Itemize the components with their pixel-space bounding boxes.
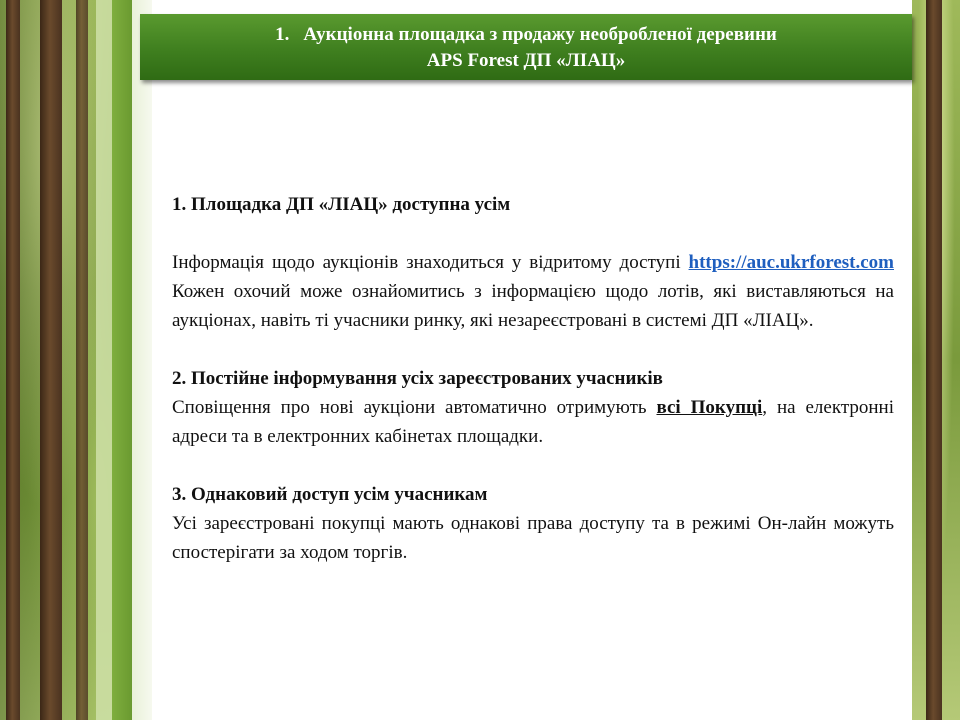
slide-title-banner xyxy=(140,14,912,80)
section-2-emphasis: всі Покупці xyxy=(656,397,763,418)
tree-trunk xyxy=(6,0,20,720)
forest-background-right xyxy=(912,0,960,720)
slide-title-line2: APS Forest ДП «ЛІАЦ» xyxy=(426,50,626,71)
section-1-text xyxy=(172,248,894,335)
section-1-text-before: Інформація щодо аукціонів знаходиться у відритому доступі xyxy=(172,252,689,273)
decor-stripe xyxy=(112,0,132,720)
spacer xyxy=(172,451,894,480)
decor-stripe xyxy=(96,0,112,720)
section-2-text xyxy=(172,393,894,451)
section-3-title: 3. Однаковий доступ усім учасникам xyxy=(172,484,488,505)
section-1-title: 1. Площадка ДП «ЛІАЦ» доступна усім xyxy=(172,194,511,215)
title-number: 1. xyxy=(275,24,290,45)
section-2-title: 2. Постійне інформування усіх зареєстрованих учасників xyxy=(172,368,663,389)
section-2-text-after: , на електронні адреси та в електронних кабінетах площадки. xyxy=(172,397,894,447)
spacer xyxy=(172,335,894,364)
slide-title-line1 xyxy=(140,22,912,48)
tree-trunk xyxy=(926,0,942,720)
section-1-text-after: Кожен охочий може ознайомитись з інформацією щодо лотів, які виставляються на аукціонах, навіть ті учасники ринку, які незареєстровані в системі ДП «ЛІАЦ». xyxy=(172,281,894,331)
spacer xyxy=(172,219,894,248)
title-text: Аукціонна площадка з продажу необробленої деревини xyxy=(303,24,777,45)
slide-body xyxy=(172,190,894,567)
tree-trunk xyxy=(40,0,62,720)
section-3-text: Усі зареєстровані покупці мають однакові права доступу та в режимі Он-лайн можуть спостерігати за ходом торгів. xyxy=(172,513,894,563)
section-2-text-before: Сповіщення про нові аукціони автоматично отримують xyxy=(172,397,657,418)
auction-site-link[interactable]: https://auc.ukrforest.com xyxy=(688,252,894,273)
decor-stripe xyxy=(132,0,152,720)
tree-trunk xyxy=(76,0,88,720)
